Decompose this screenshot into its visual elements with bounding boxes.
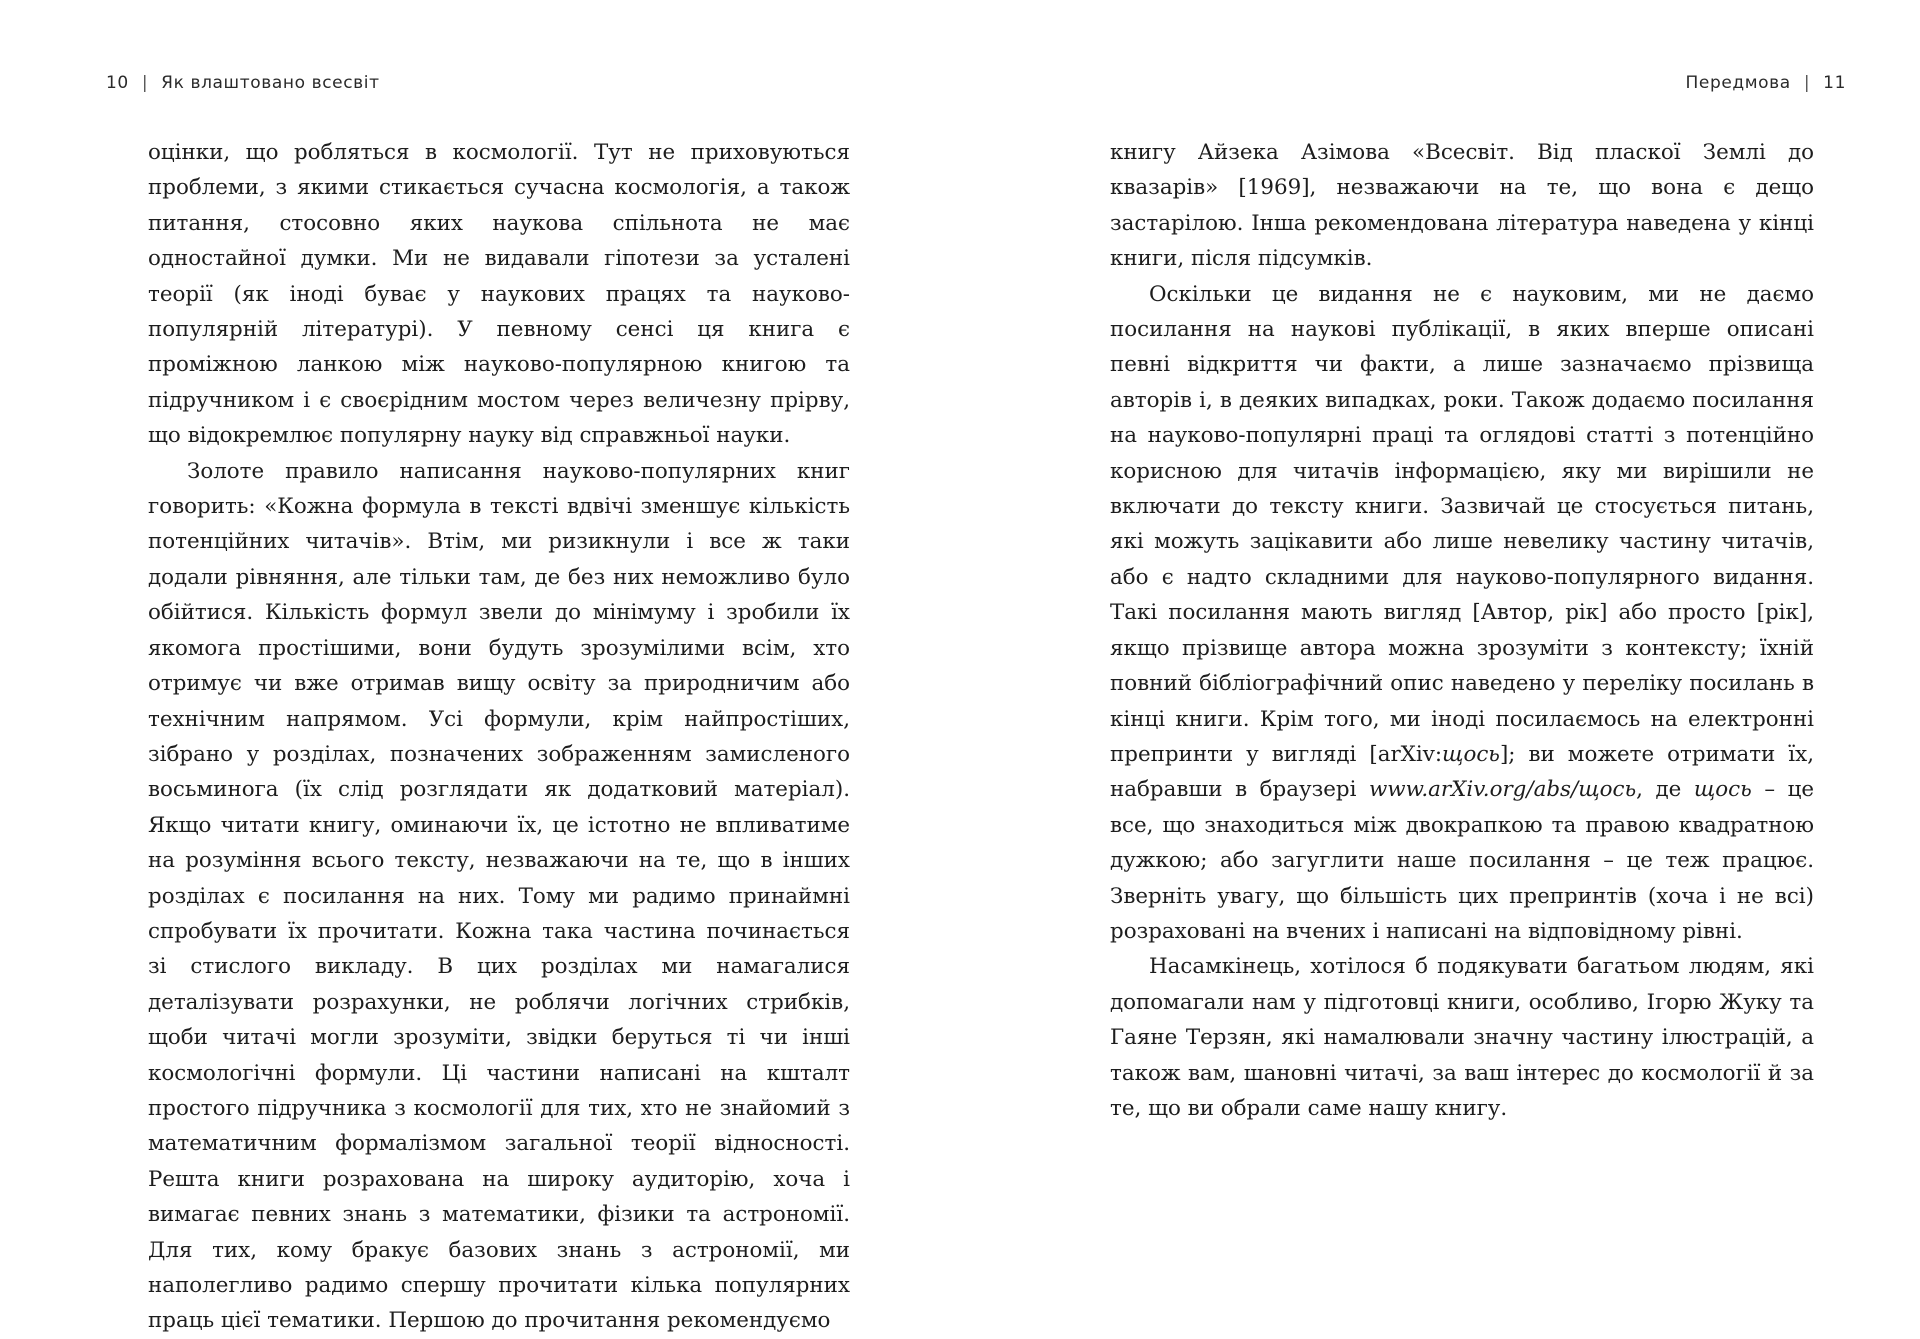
right-running-head <box>1686 72 1846 94</box>
left-running-title: Як влаштовано всесвіт <box>161 73 380 93</box>
left-paragraph-2: Золоте правило написання науково-популярних книг говорить: «Кожна формула в тексті вдвічі зменшує кількість потенційних читачів». Втім, ми ризикнули і все ж таки додали рівняння, але тільки там, де без них неможливо було обійтися. Кількість формул звели до мінімуму і зробили їх якомога простішими, вони будуть зрозумілими всім, хто отримує чи вже отримав вищу освіту за природничим або технічним напрямом. Усі формули, крім найпростіших, зібрано у розділах, позначених зображенням замисленого восьминога (їх слід розглядати як додатковий матеріал). Якщо читати книгу, оминаючи їх, це істотно не впливатиме на розуміння всього тексту, незважаючи на те, що в інших розділах є посилання на них. Тому ми радимо принаймні спробувати їх прочитати. Кожна така частина починається зі стислого викладу. В цих розділах ми намагалися деталізувати розрахунки, не роблячи логічних стрибків, щоби читачі могли зрозуміти, звідки беруться ті чи інші космологічні формули. Ці частини написані на кшталт простого підручника з космології для тих, хто не знайомий з математичним формалізмом загальної теорії відносності. Решта книги розрахована на широку аудиторію, хоча і вимагає певних знань з математики, фізики та астрономії. Для тих, кому бракує базових знань з астрономії, ми наполегливо радимо спершу прочитати кілька популярних праць цієї тематики. Першою до прочитання рекомендуємо <box>148 458 850 1334</box>
right-paragraph-2 <box>1110 277 1814 950</box>
paragraph-2-text-cont: ]; ви можете отримати їх, набравши в браузері <box>1110 741 1814 803</box>
header-divider: | <box>141 73 149 93</box>
arxiv-url: www.arXiv.org/abs/щось <box>1368 777 1637 803</box>
placeholder-word: щось <box>1693 777 1752 803</box>
left-paragraph-1: оцінки, що робляться в космології. Тут не приховуються проблеми, з якими стикається сучасна космологія, а також питання, стосовно яких наукова спільнота не має одностайної думки. Ми не видавали гіпотези за усталені теорії (як іноді буває у наукових працях та науково-популярній літературі). У певному сенсі ця книга є проміжною ланкою між науково-популярною книгою та підручником і є своєрідним мостом через величезну прірву, що відокремлює популярну науку від справжньої науки. <box>148 140 850 449</box>
paragraph-2-text-end: – це все, що знаходиться між двокрапкою та правою квадратною дужкою; або загуглити наше посилання – це теж працює. Зверніть увагу, що більшість цих препринтів (хоча і не всі) розраховані на вчених і написані на відповідному рівні. <box>1110 777 1814 944</box>
left-running-head <box>106 72 380 94</box>
paragraph-2-text: Оскільки це видання не є науковим, ми не даємо посилання на наукові публікації, в яких вперше описані певні відкриття чи факти, а лише зазначаємо прізвища авторів і, в деяких випадках, роки. Також додаємо посилання на науково-популярні праці та оглядові статті з потенційно корисною для читачів інформацією, яку ми вирішили не включати до тексту книги. Зазвичай це стосується питань, які можуть зацікавити або лише невелику частину читачів, або є надто складними для науково-популярного видання. Такі посилання мають вигляд [Автор, рік] або просто [рік], якщо прізвище автора можна зрозуміти з контексту; їхній повний бібліографічний опис наведено у переліку посилань в кінці книги. Крім того, ми іноді посилаємось на електронні препринти у вигляді [arXiv: <box>1110 281 1814 767</box>
right-body-text <box>1110 135 1814 1126</box>
header-divider: | <box>1803 73 1811 93</box>
right-page <box>960 0 1920 1325</box>
right-page-number: 11 <box>1823 73 1846 93</box>
paragraph-2-text-cont-2: , де <box>1636 777 1694 803</box>
arxiv-placeholder: щось <box>1442 741 1500 767</box>
right-paragraph-3: Насамкінець, хотілося б подякувати багатьом людям, які допомагали нам у підготовці книги, особливо, Ігорю Жуку та Гаяне Терзян, які намалювали значну частину ілюстрацій, а також вам, шановні читачі, за ваш інтерес до космології й за те, що ви обрали саме нашу книгу. <box>1110 954 1814 1121</box>
right-paragraph-1: книгу Айзека Азімова «Всесвіт. Від пласкої Землі до квазарів» [1969], незважаючи на те, що вона є дещо застарілою. Інша рекомендована література наведена у кінці книги, після підсумків. <box>1110 140 1814 272</box>
left-body-text <box>148 135 850 1339</box>
right-running-title: Передмова <box>1685 73 1791 93</box>
left-page <box>0 0 960 1334</box>
left-page-number: 10 <box>106 73 129 93</box>
